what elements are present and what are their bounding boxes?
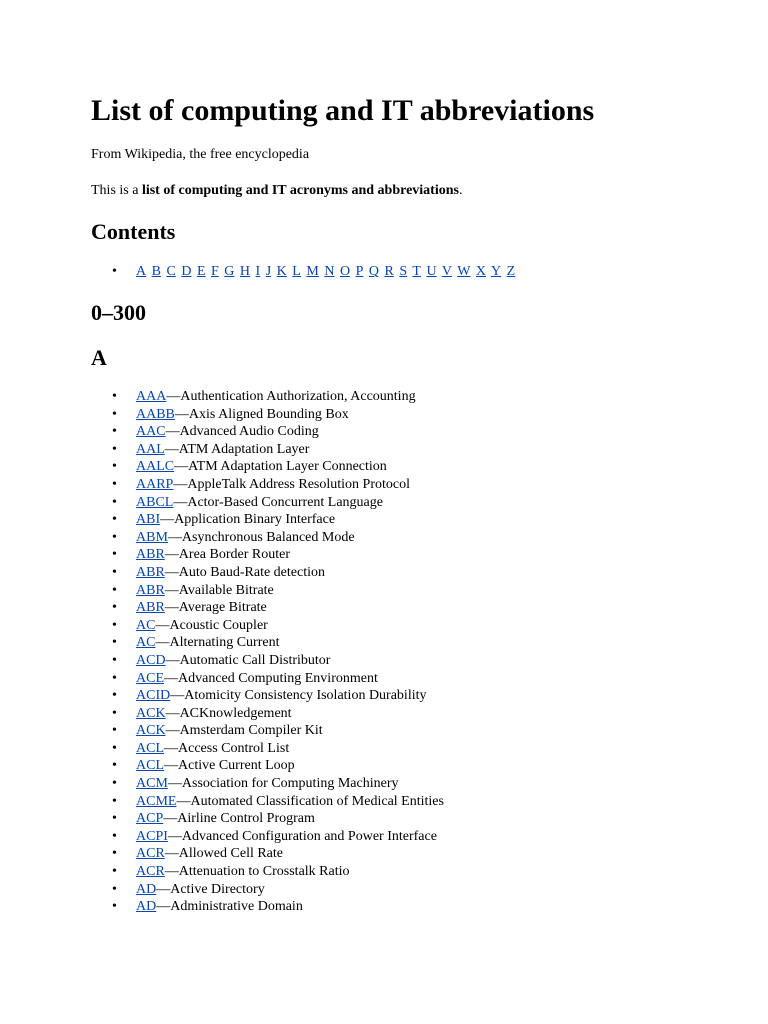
- toc-link-p[interactable]: P: [355, 264, 364, 279]
- intro-suffix: .: [458, 183, 463, 198]
- list-item: [91, 705, 444, 723]
- abbreviation-link[interactable]: ACID: [136, 688, 171, 704]
- bullet-icon: •: [112, 688, 117, 704]
- abbreviation-link[interactable]: AAA: [136, 389, 167, 404]
- toc-link-j[interactable]: J: [265, 264, 272, 279]
- abbreviation-meaning: Administrative Domain: [170, 899, 303, 915]
- list-item: [91, 863, 444, 881]
- abbreviation-meaning: Advanced Configuration and Power Interface: [181, 828, 437, 844]
- list-item: [91, 740, 444, 758]
- bullet-icon: •: [112, 600, 117, 616]
- abbreviation-link[interactable]: AARP: [136, 476, 174, 492]
- toc-link-f[interactable]: F: [211, 264, 219, 279]
- bullet-icon: •: [112, 670, 117, 686]
- list-item: [91, 494, 444, 512]
- bullet-icon: •: [112, 459, 117, 475]
- bullet-icon: •: [112, 476, 117, 492]
- bullet-icon: •: [112, 793, 117, 809]
- abbreviation-link[interactable]: ACK: [136, 723, 166, 739]
- list-item: [91, 670, 444, 688]
- toc-link-b[interactable]: B: [151, 264, 161, 279]
- bullet-icon: •: [112, 582, 117, 598]
- toc-link-z[interactable]: Z: [506, 264, 516, 279]
- abbreviation-meaning: ATM Adaptation Layer: [178, 441, 310, 457]
- toc-link-u[interactable]: U: [426, 264, 437, 279]
- em-dash: —: [164, 740, 178, 756]
- em-dash: —: [174, 459, 189, 475]
- list-item: [91, 898, 444, 916]
- toc-link-t[interactable]: T: [412, 264, 421, 279]
- toc-link-c[interactable]: C: [166, 264, 176, 279]
- abbreviation-link[interactable]: ABCL: [136, 494, 174, 510]
- abbreviation-link[interactable]: AALC: [136, 459, 175, 475]
- em-dash: —: [165, 652, 180, 668]
- abbreviation-link[interactable]: ABI: [136, 512, 161, 528]
- abbreviation-meaning: Attenuation to Crosstalk Ratio: [178, 864, 350, 880]
- em-dash: —: [160, 512, 175, 528]
- abbreviation-link[interactable]: AAC: [136, 424, 166, 440]
- toc-link-n[interactable]: N: [324, 264, 335, 279]
- abbreviation-link[interactable]: AC: [136, 635, 156, 651]
- abbreviation-link[interactable]: ACP: [136, 811, 164, 827]
- em-dash: —: [155, 635, 170, 651]
- contents-heading: Contents: [91, 219, 176, 244]
- abbreviation-link[interactable]: ACL: [136, 740, 164, 756]
- intro-prefix: This is a: [91, 183, 142, 198]
- em-dash: —: [164, 864, 179, 880]
- bullet-icon: •: [112, 564, 117, 580]
- bullet-icon: •: [112, 529, 117, 545]
- list-item: [91, 388, 444, 406]
- abbreviation-meaning: Actor-Based Concurrent Language: [187, 494, 383, 510]
- abbreviation-link[interactable]: ACM: [136, 776, 168, 792]
- article-intro: [91, 182, 462, 200]
- bullet-icon: •: [112, 846, 117, 862]
- intro-bold-text: list of computing and IT acronyms and abbreviations: [141, 183, 459, 198]
- bullet-icon: •: [112, 758, 117, 774]
- list-item: [91, 793, 444, 811]
- bullet-icon: •: [112, 705, 117, 721]
- abbreviation-meaning: Amsterdam Compiler Kit: [179, 723, 323, 739]
- abbreviation-meaning: Average Bitrate: [178, 600, 267, 616]
- bullet-icon: •: [112, 776, 117, 792]
- abbreviation-link[interactable]: ABR: [136, 582, 165, 598]
- abbreviation-meaning: Access Control List: [178, 740, 290, 756]
- abbreviation-meaning: Area Border Router: [178, 547, 290, 563]
- list-item: [91, 757, 444, 775]
- abbreviation-link[interactable]: ABR: [136, 564, 165, 580]
- bullet-icon: •: [112, 512, 117, 528]
- bullet-icon: •: [112, 652, 117, 668]
- abbreviation-meaning: AppleTalk Address Resolution Protocol: [187, 476, 410, 492]
- abbreviation-meaning: Atomicity Consistency Isolation Durability: [184, 688, 427, 704]
- section-heading-a: A: [91, 345, 107, 370]
- abbreviation-meaning: ACKnowledgement: [179, 705, 292, 721]
- toc-link-y[interactable]: Y: [491, 264, 502, 279]
- abbreviation-link[interactable]: ACR: [136, 846, 165, 862]
- bullet-icon: •: [112, 828, 117, 844]
- bullet-icon: •: [112, 811, 117, 827]
- toc-link-r[interactable]: R: [384, 264, 394, 279]
- abbreviation-link[interactable]: ACK: [136, 705, 166, 721]
- em-dash: —: [156, 881, 171, 897]
- list-item: [91, 617, 444, 635]
- abbreviation-link[interactable]: ABR: [136, 600, 165, 616]
- toc-link-g[interactable]: G: [224, 264, 235, 279]
- list-item: [91, 810, 444, 828]
- em-dash: —: [163, 811, 178, 827]
- section-heading-numbers: 0–300: [91, 300, 146, 325]
- em-dash: —: [173, 476, 188, 492]
- abbreviation-meaning: Axis Aligned Bounding Box: [188, 406, 349, 422]
- toc-link-h[interactable]: H: [239, 264, 251, 279]
- list-item: [91, 634, 444, 652]
- abbreviation-link[interactable]: AD: [136, 881, 157, 897]
- bullet-icon: •: [112, 264, 117, 279]
- toc-link-s[interactable]: S: [399, 264, 408, 279]
- list-item: [91, 476, 444, 494]
- em-dash: —: [164, 582, 179, 598]
- bullet-icon: •: [112, 424, 117, 440]
- abbreviation-link[interactable]: ACR: [136, 864, 165, 880]
- article-subtitle: From Wikipedia, the free encyclopedia: [91, 147, 310, 162]
- list-item: [91, 546, 444, 564]
- toc-link-k[interactable]: K: [276, 264, 287, 279]
- list-item: [91, 599, 444, 617]
- bullet-icon: •: [112, 441, 117, 457]
- abbreviation-meaning: Allowed Cell Rate: [178, 846, 283, 862]
- toc-link-w[interactable]: W: [457, 264, 471, 279]
- bullet-icon: •: [112, 406, 117, 422]
- bullet-icon: •: [112, 617, 117, 633]
- bullet-icon: •: [112, 864, 117, 880]
- em-dash: —: [167, 529, 182, 545]
- abbreviation-link[interactable]: ABR: [136, 547, 165, 563]
- abbreviation-list: [91, 388, 444, 916]
- em-dash: —: [174, 406, 189, 422]
- list-item: [91, 423, 444, 441]
- toc-list-item: [91, 263, 517, 281]
- bullet-icon: •: [112, 547, 117, 563]
- list-item: [91, 441, 444, 459]
- toc-link-v[interactable]: V: [441, 264, 452, 279]
- abbreviation-meaning: Active Directory: [170, 881, 265, 897]
- abbreviation-link[interactable]: ACD: [136, 652, 166, 668]
- em-dash: —: [164, 846, 179, 862]
- em-dash: —: [167, 828, 182, 844]
- abbreviation-link[interactable]: AD: [136, 899, 157, 915]
- list-item: [91, 564, 444, 582]
- em-dash: —: [167, 776, 182, 792]
- abbreviation-link[interactable]: AABB: [136, 406, 175, 422]
- em-dash: —: [166, 389, 181, 404]
- abbreviation-link[interactable]: ABM: [136, 529, 168, 545]
- list-item: [91, 529, 444, 547]
- em-dash: —: [164, 600, 179, 616]
- bullet-icon: •: [112, 899, 117, 915]
- em-dash: —: [165, 705, 180, 721]
- toc-link-i[interactable]: I: [255, 264, 261, 279]
- abbreviation-link[interactable]: AC: [136, 617, 156, 633]
- abbreviation-link[interactable]: ACL: [136, 758, 164, 774]
- em-dash: —: [164, 441, 179, 457]
- list-item: [91, 582, 444, 600]
- list-item: [91, 687, 444, 705]
- em-dash: —: [164, 564, 179, 580]
- page-title: List of computing and IT abbreviations: [91, 94, 595, 127]
- abbreviation-link[interactable]: AAL: [136, 441, 165, 457]
- em-dash: —: [164, 670, 178, 686]
- abbreviation-meaning: Acoustic Coupler: [169, 617, 268, 633]
- abbreviation-meaning: Authentication Authorization, Accounting: [180, 389, 416, 404]
- em-dash: —: [156, 899, 171, 915]
- abbreviation-link[interactable]: ACE: [136, 670, 164, 686]
- em-dash: —: [155, 617, 170, 633]
- bullet-icon: •: [112, 723, 117, 739]
- toc-link-o[interactable]: O: [339, 264, 351, 279]
- toc-link-m[interactable]: M: [306, 264, 319, 279]
- abbreviation-meaning: Application Binary Interface: [174, 512, 336, 528]
- abbreviation-meaning: Active Current Loop: [178, 758, 295, 774]
- em-dash: —: [164, 547, 179, 563]
- bullet-icon: •: [112, 494, 117, 510]
- abbreviation-meaning: Automatic Call Distributor: [179, 652, 331, 668]
- abbreviation-meaning: Association for Computing Machinery: [181, 776, 399, 792]
- toc-link-e[interactable]: E: [196, 264, 206, 279]
- abbreviation-meaning: Advanced Audio Coding: [179, 424, 319, 440]
- bullet-icon: •: [112, 881, 117, 897]
- list-item: [91, 511, 444, 529]
- toc-link-x[interactable]: X: [475, 264, 487, 279]
- list-item: [91, 652, 444, 670]
- list-item: [91, 406, 444, 424]
- em-dash: —: [164, 758, 178, 774]
- em-dash: —: [170, 688, 185, 704]
- em-dash: —: [176, 793, 191, 809]
- abbreviation-meaning: Auto Baud-Rate detection: [178, 564, 325, 580]
- toc-link-a[interactable]: A: [136, 264, 147, 279]
- em-dash: —: [165, 424, 180, 440]
- abbreviation-meaning: Available Bitrate: [178, 582, 274, 598]
- abbreviation-link[interactable]: ACPI: [136, 828, 168, 844]
- list-item: [91, 828, 444, 846]
- abbreviation-meaning: Asynchronous Balanced Mode: [181, 529, 355, 545]
- toc-link-l[interactable]: L: [292, 264, 301, 279]
- bullet-icon: •: [112, 389, 117, 404]
- toc-link-q[interactable]: Q: [368, 264, 379, 279]
- toc-letter-links: [136, 264, 517, 279]
- abbreviation-meaning: Advanced Computing Environment: [178, 670, 378, 686]
- abbreviation-meaning: Automated Classification of Medical Entities: [190, 793, 444, 809]
- list-item: [91, 775, 444, 793]
- list-item: [91, 845, 444, 863]
- list-item: [91, 722, 444, 740]
- list-item: [91, 458, 444, 476]
- em-dash: —: [165, 723, 180, 739]
- toc-link-d[interactable]: D: [181, 264, 192, 279]
- em-dash: —: [173, 494, 188, 510]
- abbreviation-meaning: Airline Control Program: [177, 811, 315, 827]
- abbreviation-meaning: Alternating Current: [169, 635, 280, 651]
- bullet-icon: •: [112, 740, 117, 756]
- list-item: [91, 881, 444, 899]
- bullet-icon: •: [112, 635, 117, 651]
- abbreviation-meaning: ATM Adaptation Layer Connection: [188, 459, 387, 475]
- table-of-contents: [91, 263, 517, 281]
- abbreviation-link[interactable]: ACME: [136, 793, 177, 809]
